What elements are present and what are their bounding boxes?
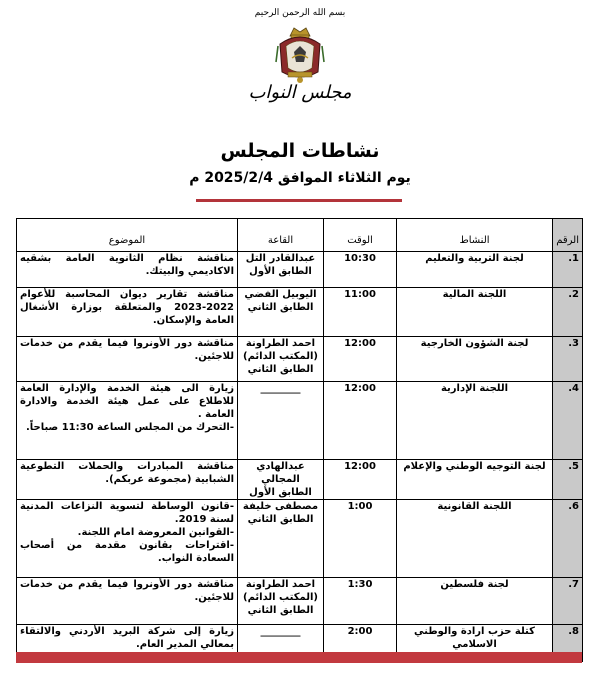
row-hall xyxy=(238,252,324,288)
table-row xyxy=(17,578,583,625)
row-activity: لجنة التوجيه الوطني والإعلام xyxy=(397,460,553,500)
column-header-activity: النشاط xyxy=(397,219,553,252)
column-header-number: الرقم xyxy=(553,219,583,252)
row-hall xyxy=(238,288,324,337)
subject-line: مناقشة نظام الثانوية العامة بشقيه الاكاديمي والبيتك. xyxy=(20,253,234,277)
hall-line: احمد الطراونة xyxy=(245,338,316,349)
hall-line: اليوبيل الفضي xyxy=(244,289,317,300)
hall-line: الطابق الأول xyxy=(249,266,312,277)
row-time: 12:00 xyxy=(324,337,397,382)
row-time: 11:00 xyxy=(324,288,397,337)
row-subject xyxy=(17,252,238,288)
row-hall xyxy=(238,337,324,382)
hall-line: (المكتب الدائم) xyxy=(243,351,318,362)
row-time: 12:00 xyxy=(324,382,397,460)
subject-line: مناقشة دور الأونروا فيما يقدم من خدمات للاجئين. xyxy=(20,579,234,603)
hall-placeholder: ________ xyxy=(260,383,301,394)
row-subject xyxy=(17,578,238,625)
subject-line: -قانون الوساطة لتسوية النزاعات المدنية لسنة 2019. xyxy=(20,501,234,525)
row-activity: كتلة حزب ارادة والوطني الاسلامي xyxy=(397,625,553,662)
row-number: 6. xyxy=(553,500,583,578)
row-number: 4. xyxy=(553,382,583,460)
column-header-time: الوقت xyxy=(324,219,397,252)
row-number: 8. xyxy=(553,625,583,662)
row-activity: اللجنة الإدارية xyxy=(397,382,553,460)
coat-of-arms-emblem xyxy=(272,22,328,86)
column-header-subject: الموضوع xyxy=(17,219,238,252)
table-row xyxy=(17,460,583,500)
row-activity: اللجنة المالية xyxy=(397,288,553,337)
subject-line: -القوانين المعروضة امام اللجنة. xyxy=(77,527,234,538)
table-row xyxy=(17,252,583,288)
subject-line: زيارة الى هيئة الخدمة والإدارة العامة للاطلاع على عمل هيئة الخدمة والادارة العامة . xyxy=(20,383,234,420)
logo-text: مجلس النواب xyxy=(248,82,352,103)
row-activity: اللجنة القانونية xyxy=(397,500,553,578)
subject-line: مناقشة تقارير ديوان المحاسبة للأعوام 2022-2023 والمتعلقة بوزارة الأشغال العامة والإسكان. xyxy=(20,289,234,326)
row-subject xyxy=(17,382,238,460)
row-activity: لجنة الشؤون الخارجية xyxy=(397,337,553,382)
table-row xyxy=(17,337,583,382)
hall-placeholder: ________ xyxy=(260,626,301,637)
row-time: 1:30 xyxy=(324,578,397,625)
hall-line: عبدالقادر التل xyxy=(245,253,316,264)
hall-line: مصطفى خليفة xyxy=(242,501,319,512)
row-activity: لجنة التربية والتعليم xyxy=(397,252,553,288)
row-hall xyxy=(238,460,324,500)
row-time: 2:00 xyxy=(324,625,397,662)
page-title: نشاطات المجلس xyxy=(220,140,380,162)
subject-line: مناقشة المبادرات والحملات التطوعية الشبابية (مجموعة عربكم). xyxy=(20,461,234,485)
table-row xyxy=(17,382,583,460)
date-line: يوم الثلاثاء الموافق 2025/2/4 م xyxy=(189,170,411,186)
table-row xyxy=(17,500,583,578)
hall-line: الطابق الأول xyxy=(249,487,312,498)
row-activity: لجنة فلسطين xyxy=(397,578,553,625)
hall-line: الطابق الثاني xyxy=(247,514,314,525)
hall-line: الطابق الثاني xyxy=(247,302,314,313)
row-hall xyxy=(238,578,324,625)
row-hall xyxy=(238,382,324,460)
table-header-row xyxy=(17,219,583,252)
row-time: 12:00 xyxy=(324,460,397,500)
row-number: 2. xyxy=(553,288,583,337)
row-subject xyxy=(17,337,238,382)
footer-bar xyxy=(16,652,582,663)
subject-line: زيارة إلى شركة البريد الأردني والالتقاء بمعالي المدير العام. xyxy=(20,626,234,650)
row-number: 5. xyxy=(553,460,583,500)
row-number: 7. xyxy=(553,578,583,625)
row-number: 1. xyxy=(553,252,583,288)
subject-line: مناقشة دور الأونروا فيما يقدم من خدمات للاجئين. xyxy=(20,338,234,362)
row-number: 3. xyxy=(553,337,583,382)
column-header-hall: القاعة xyxy=(238,219,324,252)
hall-line: احمد الطراونة xyxy=(245,579,316,590)
subject-line: -التحرك من المجلس الساعة 11:30 صباحاً. xyxy=(25,422,234,433)
activities-table xyxy=(16,218,583,662)
hall-line: الطابق الثاني xyxy=(247,605,314,616)
hall-line: (المكتب الدائم) xyxy=(243,592,318,603)
subject-line: -اقتراحات بقانون مقدمة من أصحاب السعادة النواب. xyxy=(20,540,234,564)
row-subject xyxy=(17,288,238,337)
row-time: 10:30 xyxy=(324,252,397,288)
hall-line: الطابق الثاني xyxy=(247,364,314,375)
row-time: 1:00 xyxy=(324,500,397,578)
hall-line: عبدالهادي المجالي xyxy=(256,461,305,485)
basmala: بسم الله الرحمن الرحيم xyxy=(254,8,346,18)
table-row xyxy=(17,288,583,337)
title-underline xyxy=(196,199,402,202)
row-hall xyxy=(238,500,324,578)
row-subject xyxy=(17,460,238,500)
row-subject xyxy=(17,500,238,578)
